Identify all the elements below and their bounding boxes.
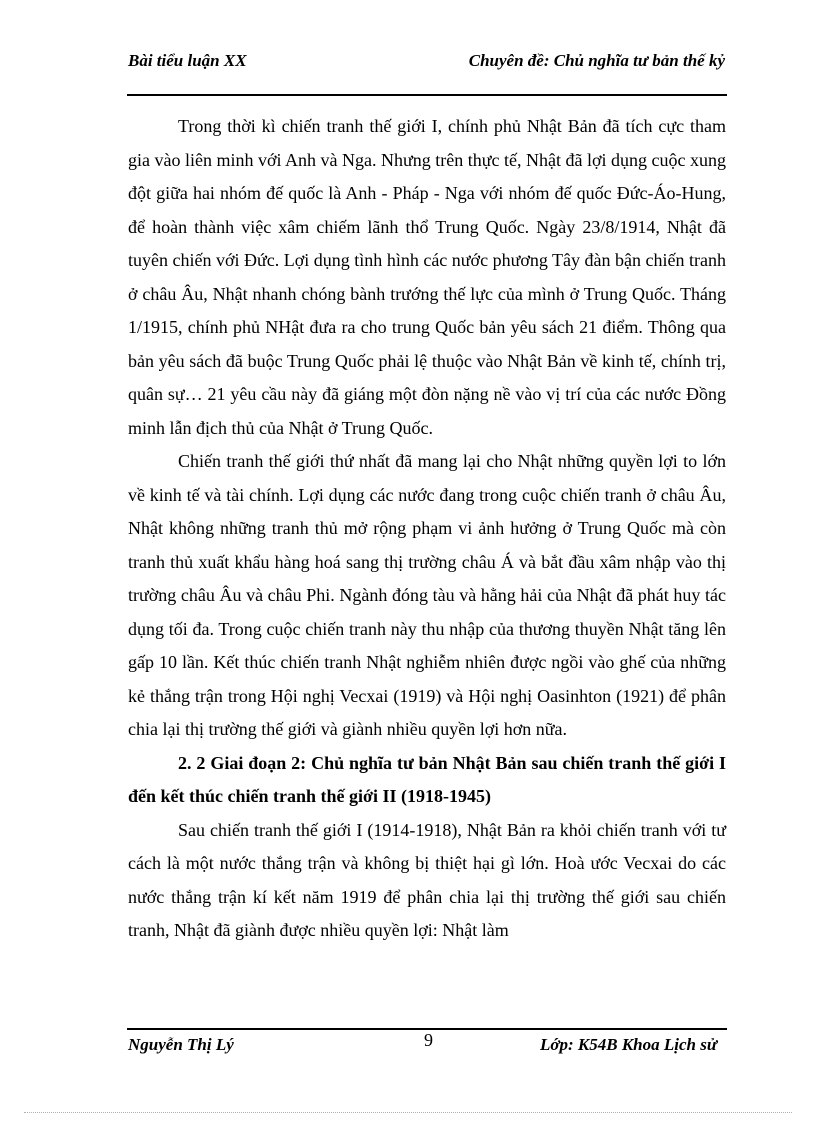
header-divider xyxy=(127,94,727,96)
header-document-type: Bài tiểu luận XX xyxy=(128,51,247,70)
page-body xyxy=(128,110,726,948)
page-bottom-dotted-line xyxy=(24,1112,792,1113)
header-topic: Chuyên đề: Chủ nghĩa tư bản thế kỷ xyxy=(468,51,725,70)
footer-class-info: Lớp: K54B Khoa Lịch sử xyxy=(540,1035,718,1054)
body-paragraph-1: Trong thời kì chiến tranh thế giới I, chính phủ Nhật Bản đã tích cực tham gia vào liên minh với Anh và Nga. Nhưng trên thực tế, Nhật đã lợi dụng cuộc xung đột giữa hai nhóm đế quốc là Anh - Pháp - Nga với nhóm đế quốc Đức-Áo-Hung, để hoàn thành việc xâm chiếm lãnh thổ Trung Quốc. Ngày 23/8/1914, Nhật đã tuyên chiến với Đức. Lợi dụng tình hình các nước phương Tây đàn bận chiến tranh ở châu Âu, Nhật nhanh chóng bành trướng thế lực của mình ở Trung Quốc. Tháng 1/1915, chính phủ NHật đưa ra cho trung Quốc bản yêu sách 21 điểm. Thông qua bản yêu sách đã buộc Trung Quốc phải lệ thuộc vào Nhật Bản về kinh tế, chính trị, quân sự… 21 yêu cầu này đã giáng một đòn nặng nề vào vị trí của các nước Đồng minh lẫn địch thủ của Nhật ở Trung Quốc. xyxy=(128,116,726,438)
body-paragraph-3: Sau chiến tranh thế giới I (1914-1918), Nhật Bản ra khỏi chiến tranh với tư cách là một nước thắng trận và không bị thiệt hại gì lớn. Hoà ước Vecxai do các nước thắng trận kí kết năm 1919 để phân chia lại thị trường thế giới sau chiến tranh, Nhật đã giành được nhiều quyền lợi: Nhật làm xyxy=(128,819,726,940)
footer-author: Nguyễn Thị Lý xyxy=(128,1035,234,1054)
body-paragraph-2: Chiến tranh thế giới thứ nhất đã mang lại cho Nhật những quyền lợi to lớn về kinh tế và tài chính. Lợi dụng các nước đang trong cuộc chiến tranh ở châu Âu, Nhật không những tranh thủ mở rộng phạm vi ảnh hưởng ở Trung Quốc mà còn tranh thủ xuất khẩu hàng hoá sang thị trường châu Á và bắt đầu xâm nhập vào thị trường châu Âu và châu Phi. Ngành đóng tàu và hằng hải của Nhật đã phát huy tác dụng tối đa. Trong cuộc chiến tranh này thu nhập của thương thuyền Nhật tăng lên gấp 10 lần. Kết thúc chiến tranh Nhật nghiễm nhiên được ngồi vào ghế của những kẻ thắng trận trong Hội nghị Vecxai (1919) và Hội nghị Oasinhton (1921) để phân chia lại thị trường thế giới và giành nhiều quyền lợi hơn nữa. xyxy=(128,451,726,739)
page-number: 9 xyxy=(424,1030,433,1050)
section-heading: 2. 2 Giai đoạn 2: Chủ nghĩa tư bản Nhật Bản sau chiến tranh thế giới I đến kết thúc chiến tranh thế giới II (1918-1945) xyxy=(128,752,726,806)
